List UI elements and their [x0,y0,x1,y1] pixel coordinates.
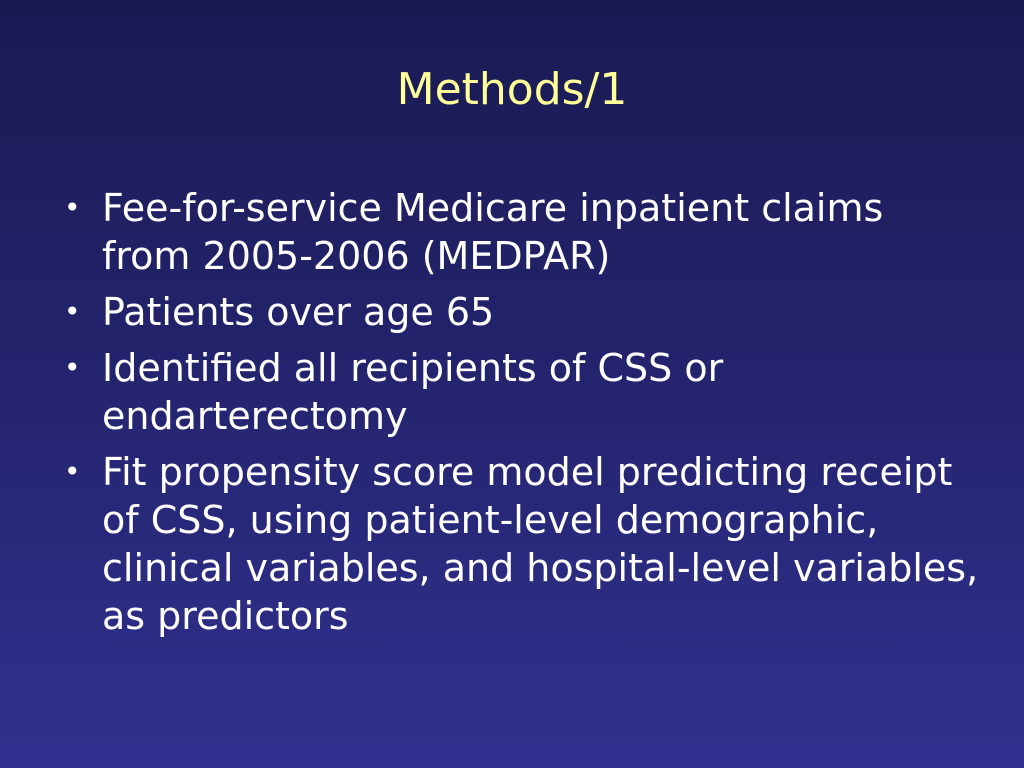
bullet-item [62,184,982,280]
bullet-marker: • [64,191,81,224]
bullet-text: Fit propensity score model predicting receipt of CSS, using patient-level demographic, clinical variables, and hospital-level variables, as predictors [102,450,979,638]
bullet-list [62,184,982,648]
bullet-item [62,344,982,440]
slide-title: Methods/1 [396,64,628,115]
bullet-item [62,288,982,336]
bullet-item [62,448,982,640]
bullet-text: Patients over age 65 [102,290,495,334]
bullet-marker: • [64,351,81,384]
bullet-text: Fee-for-service Medicare inpatient claims from 2005-2006 (MEDPAR) [102,186,884,278]
bullet-text: Identified all recipients of CSS or endarterectomy [102,346,724,438]
bullet-marker: • [64,295,81,328]
bullet-marker: • [64,455,81,488]
